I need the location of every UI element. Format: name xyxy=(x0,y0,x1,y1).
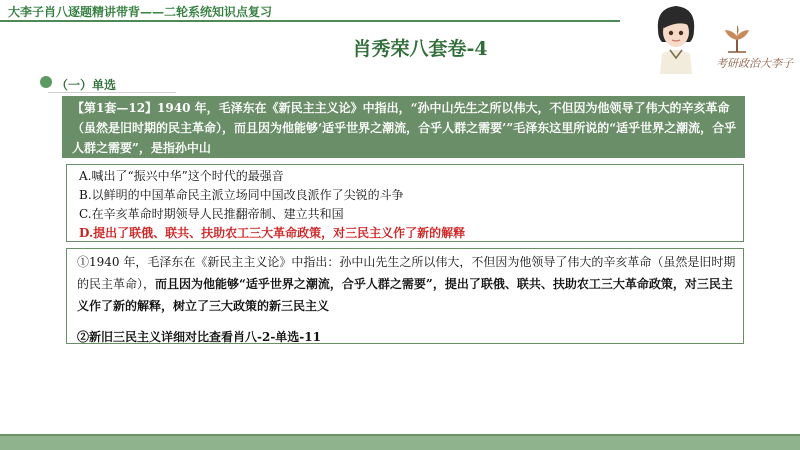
question-text: 【第1套—12】1940 年，毛泽东在《新民主主义论》中指出，“孙中山先生之所以伟大，不但因为他领导了伟大的辛亥革命（虽然是旧时期的民主革命），而且因为他能够‘适乎世界之潮流，合乎人群之需要’”毛泽东这里所说的“适乎世界之潮流，合乎人群之需要”，是指孙中山 xyxy=(72,101,737,155)
option-b: B.以鲜明的中国革命民主派立场同中国改良派作了尖锐的斗争 xyxy=(79,188,404,202)
avatar-illustration xyxy=(650,2,702,74)
section-marker-icon xyxy=(40,76,52,88)
analysis-text-part1: ①1940 年，毛泽东在《新民主主义论》中指出：孙中山先生之所以伟大，不但因为他领导了伟大的辛亥革命（虽然是旧时期的民主革命）， xyxy=(77,255,736,291)
section-heading: （一）单选 xyxy=(56,78,117,92)
tree-icon xyxy=(720,24,754,54)
option-d-correct-answer: D.提出了联俄、联共、扶助农工三大革命政策，对三民主义作了新的解释 xyxy=(79,226,466,240)
header-divider xyxy=(0,20,620,22)
options-box xyxy=(66,164,744,242)
page-title: 肖秀荣八套卷-4 xyxy=(352,38,488,60)
option-c: C.在辛亥革命时期领导人民推翻帝制、建立共和国 xyxy=(79,207,344,221)
footer-band xyxy=(0,436,800,450)
option-a: A.喊出了“振兴中华”这个时代的最强音 xyxy=(79,169,284,183)
brand-logo xyxy=(706,24,796,70)
analysis-box xyxy=(66,248,744,344)
logo-text: 考研政治大李子 xyxy=(716,57,793,70)
analysis-text-part2: 而且因为他能够“适乎世界之潮流，合乎人群之需要”，提出了联俄、联共、扶助农工三大革命政策，对三民主义作了新的解释，树立了三大政策的新三民主义 xyxy=(77,277,733,313)
question-box xyxy=(62,96,745,158)
analysis-note: ②新旧三民主义详细对比查看肖八-2-单选-11 xyxy=(77,330,321,344)
section-underline xyxy=(48,92,176,93)
series-title: 大李子肖八逐题精讲带背——二轮系统知识点复习 xyxy=(8,5,273,19)
